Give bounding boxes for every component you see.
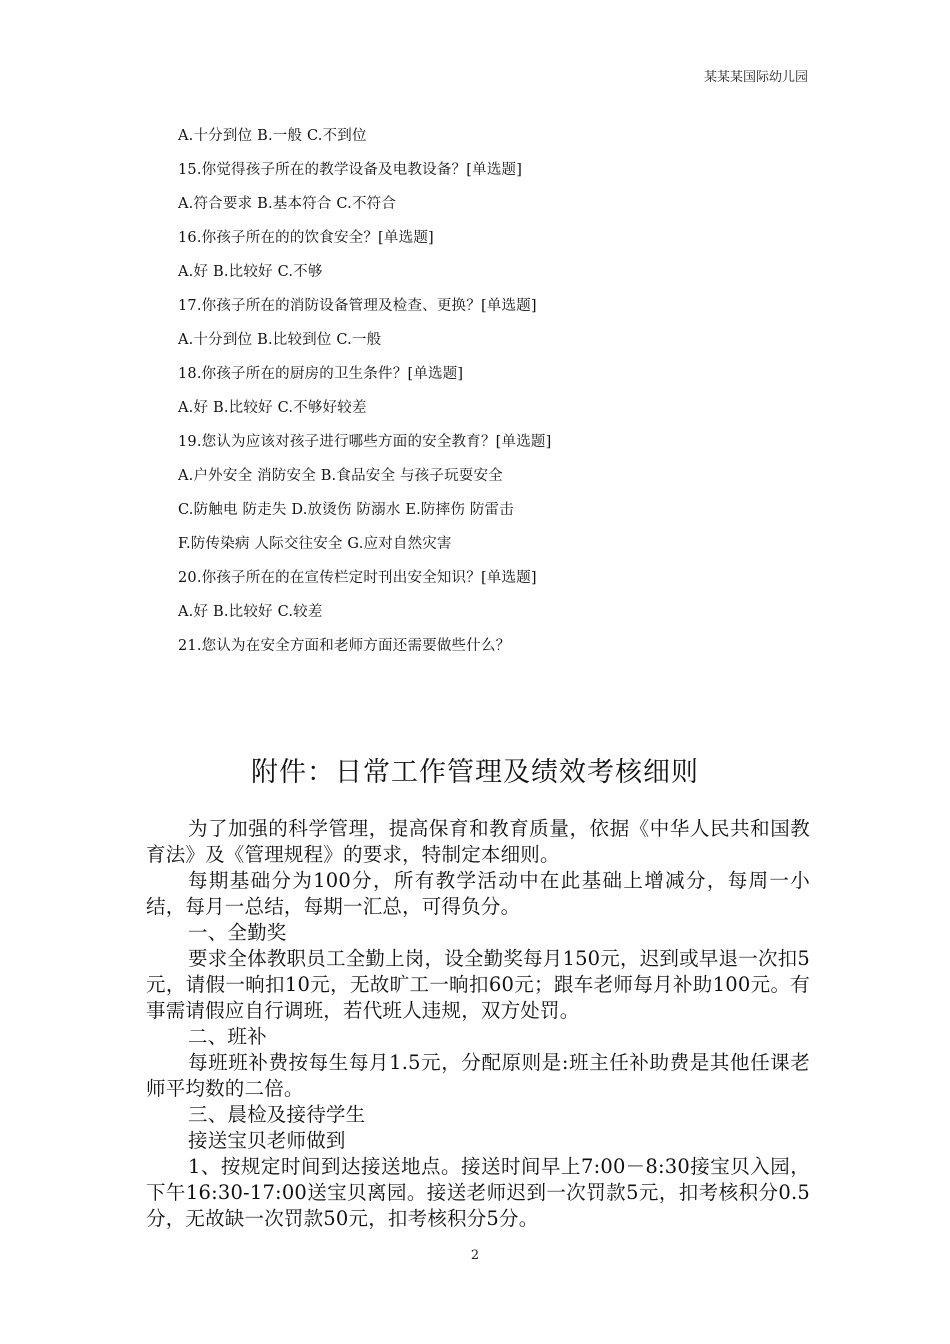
document-title: 附件：日常工作管理及绩效考核细则 (251, 757, 699, 788)
page-number: 2 (470, 1248, 480, 1263)
survey-question-18: 18.你孩子所在的厨房的卫生条件？[单选题] (178, 366, 464, 382)
section-heading-class-subsidy: 二、班补 (188, 1025, 267, 1048)
survey-question-19: 19.您认为应该对孩子进行哪些方面的安全教育？[单选题] (178, 434, 552, 450)
survey-question-20: 20.你孩子所在的在宣传栏定时刊出安全知识？[单选题] (178, 570, 537, 586)
document-body (146, 816, 810, 1232)
class-subsidy-paragraph: 每班班补费按每生每月1.5元，分配原则是:班主任补助费是其他任课老师平均数的二倍。 (146, 1051, 810, 1100)
pickup-intro-paragraph: 接送宝贝老师做到 (188, 1129, 346, 1152)
intro-paragraph: 为了加强的科学管理，提高保育和教育质量，依据《中华人民共和国教育法》及《管理规程》的要求，特制定本细则。 (146, 817, 810, 866)
section-heading-morning-check: 三、晨检及接待学生 (188, 1103, 366, 1126)
survey-question-15: 15.你觉得孩子所在的教学设备及电教设备？[单选题] (178, 162, 523, 178)
survey-questions (178, 122, 818, 666)
page-header-org-name: 某某某国际幼儿园 (703, 70, 808, 85)
pickup-rule-paragraph: 1、按规定时间到达接送地点。接送时间早上7:00－8:30接宝贝入园，下午16:30-17:00送宝贝离园。接送老师迟到一次罚款5元，扣考核积分0.5分，无故缺一次罚款50元，扣考核积分5分。 (146, 1155, 810, 1230)
survey-question-17: 17.你孩子所在的消防设备管理及检查、更换？[单选题] (178, 298, 537, 314)
survey-options-19-f-g: F.防传染病 人际交往安全 G.应对自然灾害 (178, 536, 452, 552)
survey-options-19-c-e: C.防触电 防走失 D.放烫伤 防溺水 E.防摔伤 防雷击 (178, 502, 514, 518)
survey-options-15: A.符合要求 B.基本符合 C.不符合 (178, 196, 397, 212)
base-score-paragraph: 每期基础分为100分，所有教学活动中在此基础上增减分，每周一小结，每月一总结，每期一汇总，可得负分。 (146, 869, 810, 918)
survey-options-17: A.十分到位 B.比较到位 C.一般 (178, 332, 382, 348)
survey-question-21: 21.您认为在安全方面和老师方面还需要做些什么？ (178, 638, 511, 654)
attendance-paragraph: 要求全体教职员工全勤上岗，设全勤奖每月150元，迟到或早退一次扣5元，请假一晌扣10元，无故旷工一晌扣60元；跟车老师每月补助100元。有事需请假应自行调班，若代班人违规，双方处罚。 (146, 947, 810, 1022)
survey-question-16: 16.你孩子所在的的饮食安全？[单选题] (178, 230, 434, 246)
survey-options-14: A.十分到位 B.一般 C.不到位 (178, 128, 367, 144)
section-heading-attendance: 一、全勤奖 (188, 921, 287, 944)
survey-options-18: A.好 B.比较好 C.不够好较差 (178, 400, 367, 416)
survey-options-20: A.好 B.比较好 C.较差 (178, 604, 323, 620)
survey-options-19-a-b: A.户外安全 消防安全 B.食品安全 与孩子玩耍安全 (178, 468, 503, 484)
survey-options-16: A.好 B.比较好 C.不够 (178, 264, 323, 280)
